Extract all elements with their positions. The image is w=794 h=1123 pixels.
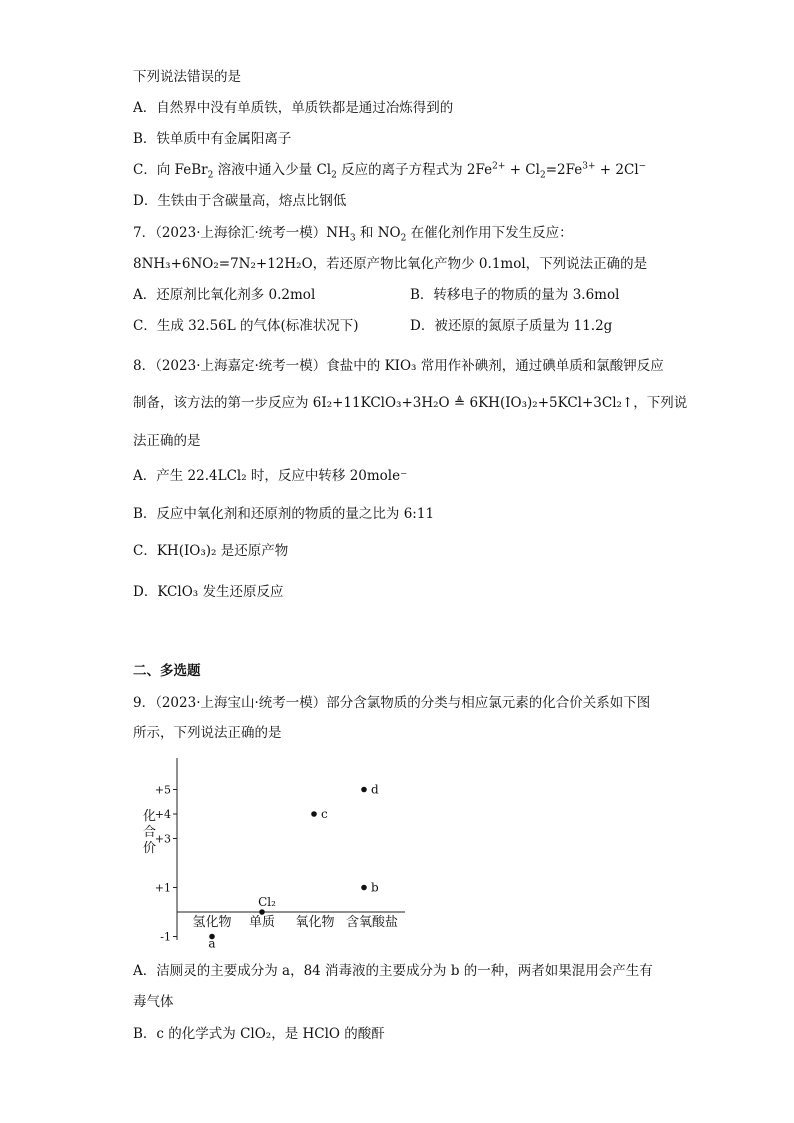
section-title: 二、多选题 — [133, 663, 201, 679]
data-point-label: d — [371, 782, 379, 797]
y-axis-label-1: 化 — [143, 809, 157, 824]
x-category-label: 氢化物 — [192, 915, 232, 930]
q9-option-a-line1: A．洁厕灵的主要成分为 a，84 消毒液的主要成分为 b 的一种，两者如果混用会产生有 — [133, 963, 653, 979]
y-tick-label: +1 — [154, 881, 171, 895]
y-tick-label: +5 — [154, 783, 171, 797]
q9-stem-line2: 所示，下列说法正确的是 — [133, 725, 282, 741]
q9-option-b: B．c 的化学式为 ClO₂，是 HClO 的酸酐 — [133, 1026, 385, 1042]
x-category-label: 单质 — [248, 915, 276, 930]
q7-option-d: D．被还原的氮原子质量为 11.2g — [410, 318, 613, 334]
q7-option-a: A．还原剂比氧化剂多 0.2mol — [133, 287, 316, 303]
q7-option-b: B．转移电子的物质的量为 3.6mol — [410, 287, 620, 303]
q6-option-d: D．生铁由于含碳量高，熔点比钢低 — [133, 193, 347, 209]
y-tick-label: +4 — [154, 808, 171, 821]
y-axis-label-2: 合 — [143, 825, 157, 840]
data-point-4 — [361, 885, 367, 891]
q7-option-c: C．生成 32.56L 的气体(标准状况下) — [133, 318, 359, 334]
q8-stem-line2: 制备，该方法的第一步反应为 6I₂+11KClO₃+3H₂O ≜ 6KH(IO₃)₂+5KCl+3Cl₂↑，下列说 — [133, 395, 688, 411]
q7-stem-line2: 8NH₃+6NO₂=7N₂+12H₂O，若还原产物比氧化产物少 0.1mol，下列说法正确的是 — [133, 256, 648, 272]
q6-option-c: C．向 FeBr$_2$ 溶液中通入少量 $Cl_2$ 反应的离子方程式为 $2Fe^{2+} + Cl_2=2Fe^{3+} + 2Cl^-$ — [133, 161, 647, 181]
q9-option-a-line2: 毒气体 — [133, 994, 174, 1010]
data-point-2 — [311, 811, 317, 817]
data-point-label: Cl₂ — [258, 895, 276, 909]
q7-stem-line1: 7．（2023·上海徐汇·统考一模）$NH_3$ 和 $NO_2$ 在催化剂作用下发生反应： — [133, 225, 573, 244]
y-tick-label: -1 — [160, 930, 171, 944]
q6-option-b: B．铁单质中有金属阳离子 — [133, 131, 292, 147]
q8-option-c: C．KH(IO₃)₂ 是还原产物 — [133, 543, 289, 559]
x-category-label: 氧化物 — [295, 915, 335, 930]
y-tick-label: +3 — [154, 832, 171, 846]
q8-stem-line1: 8．（2023·上海嘉定·统考一模）食盐中的 KIO₃ 常用作补碘剂，通过碘单质和氯酸钾反应 — [133, 358, 664, 374]
q6-stem: 下列说法错误的是 — [133, 69, 241, 85]
x-category-label: 含氧酸盐 — [345, 915, 399, 930]
q9-stem-line1: 9．（2023·上海宝山·统考一模）部分含氯物质的分类与相应氯元素的化合价关系如下图 — [133, 695, 651, 711]
q8-option-a: A．产生 22.4LCl₂ 时，反应中转移 20mole⁻ — [133, 468, 408, 484]
q6-option-a: A．自然界中没有单质铁，单质铁都是通过冶炼得到的 — [133, 100, 454, 116]
data-point-1 — [259, 909, 265, 915]
q8-option-d: D．KClO₃ 发生还原反应 — [133, 584, 284, 600]
valence-chart — [125, 748, 425, 948]
y-axis-label-3: 价 — [143, 841, 157, 856]
data-point-label: a — [208, 936, 216, 948]
q8-stem-line3: 法正确的是 — [133, 433, 201, 449]
data-point-label: c — [321, 807, 328, 821]
q8-option-b: B．反应中氧化剂和还原剂的物质的量之比为 6:11 — [133, 506, 435, 522]
data-point-3 — [361, 787, 367, 793]
data-point-label: b — [371, 880, 379, 895]
